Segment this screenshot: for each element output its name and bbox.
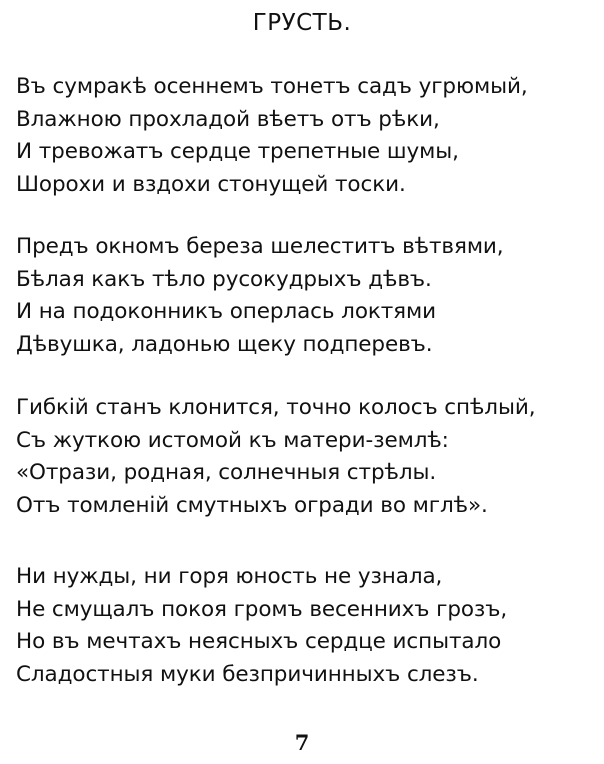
poem-line: И тревожатъ сердце трепетные шумы,	[16, 139, 459, 164]
poem-line: Бѣлая какъ тѣло русокудрыхъ дѣвъ.	[16, 266, 432, 292]
poem-line: Сладостныя муки безпричинныхъ слезъ.	[16, 661, 479, 687]
poem-title: ГРУСТЬ.	[252, 10, 352, 36]
poem-line: Шорохи и вздохи стонущей тоски.	[16, 171, 406, 197]
stanza-2	[16, 231, 601, 361]
poem-line: И на подоконникъ оперлась локтями	[16, 299, 437, 324]
poem-line: Гибкій станъ клонится, точно колосъ спѣлый,	[16, 395, 536, 420]
stanza-4	[16, 561, 601, 691]
poem-line: «Отрази, родная, солнечныя стрѣлы.	[16, 460, 437, 485]
poem-line: Отъ томленій смутныхъ огради во мглѣ».	[16, 492, 488, 518]
poem-line: Предъ окномъ береза шелеститъ вѣтвями,	[16, 234, 504, 259]
poem-line: Влажною прохладой вѣетъ отъ рѣки,	[16, 106, 440, 132]
stanza-3	[16, 392, 601, 522]
poem-line: Съ жуткою истомой къ матери-землѣ:	[16, 427, 449, 453]
poem-line: Въ сумракѣ осеннемъ тонетъ садъ угрюмый,	[16, 74, 528, 99]
poem-line: Дѣвушка, ладонью щеку подперевъ.	[16, 331, 433, 357]
poem-line: Ни нужды, ни горя юность не узнала,	[16, 564, 443, 589]
poem-line: Но въ мечтахъ неясныхъ сердце испытало	[16, 629, 502, 654]
page-number: 7	[294, 730, 310, 755]
stanza-1	[16, 71, 601, 201]
poem-line: Не смущалъ покоя громъ весеннихъ грозъ,	[16, 596, 508, 622]
